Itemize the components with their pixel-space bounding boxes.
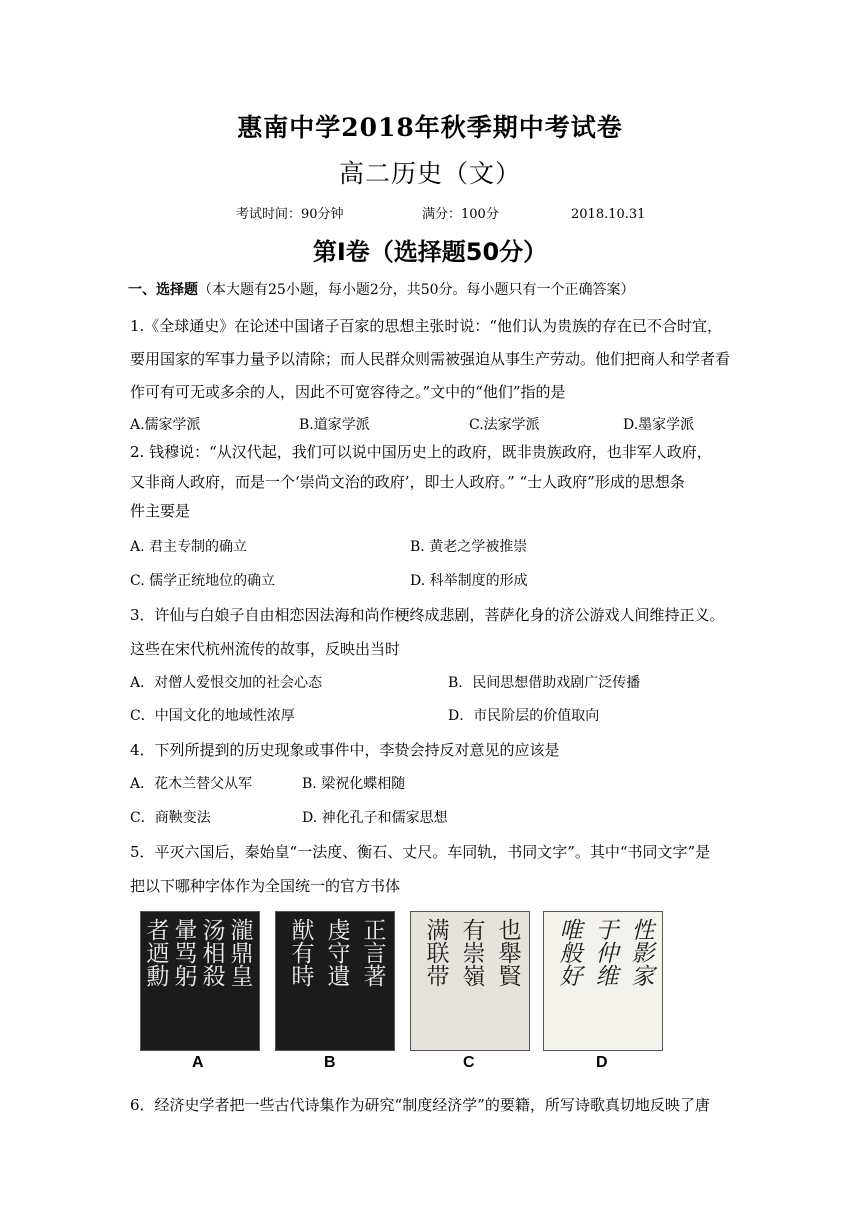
q4-option-d[interactable]: D. 神化孔子和儒家思想 <box>302 810 448 826</box>
q1-line-3: 作可有可无或多余的人，因此不可宽容待之。”文中的“他们”指的是 <box>130 383 566 401</box>
q5-option-c[interactable]: C <box>463 1054 475 1071</box>
q3-option-b[interactable]: B．民间思想借助戏剧广泛传播 <box>448 675 641 691</box>
q1-option-a[interactable]: A.儒家学派 <box>130 417 201 433</box>
q5-option-a[interactable]: A <box>192 1054 204 1071</box>
q3-line-1: 3．许仙与白娘子自由相恋因法海和尚作梗终成悲剧，菩萨化身的济公游戏人间维持正义。 <box>130 606 725 624</box>
q5-line-1: 5．平灭六国后，秦始皇“一法度、衡石、丈尺。车同轨，书同文字”。其中“书同文字”是 <box>130 843 711 861</box>
sample-b-col-2: 虔守遺 <box>323 918 350 987</box>
sample-c-col-2: 有崇嶺 <box>458 918 485 987</box>
section-title: 第Ⅰ卷（选择题50分） <box>312 238 548 266</box>
q4-option-c[interactable]: C．商鞅变法 <box>130 810 211 826</box>
q3-option-d[interactable]: D．市民阶层的价值取向 <box>448 708 600 724</box>
calligraphy-sample-b[interactable] <box>275 911 395 1051</box>
q1-line-1: 1.《全球通史》在论述中国诸子百家的思想主张时说：“他们认为贵族的存在已不合时宜， <box>130 317 722 335</box>
q4-option-a[interactable]: A．花木兰替父从军 <box>130 776 253 792</box>
q6-line-1: 6．经济史学者把一些古代诗集作为研究“制度经济学”的要籍，所写诗歌真切地反映了唐 <box>130 1096 710 1114</box>
q3-line-2: 这些在宋代杭州流传的故事，反映出当时 <box>130 640 401 658</box>
full-score: 满分：100分 <box>422 207 499 222</box>
section-intro-label: 一、选择题 <box>128 282 198 298</box>
sample-b-col-3: 猷有時 <box>287 918 314 987</box>
sample-a-col-3: 暈骂躬 <box>170 918 197 987</box>
q3-option-a[interactable]: A．对僧人爱恨交加的社会心态 <box>130 675 323 691</box>
exam-time: 考试时间：90分钟 <box>236 207 344 222</box>
calligraphy-sample-a[interactable] <box>140 911 260 1051</box>
q2-option-a[interactable]: A. 君主专制的确立 <box>130 539 248 555</box>
sample-b-col-1: 正言著 <box>359 918 386 987</box>
sample-a-col-1: 瀧鼎皇 <box>226 918 253 987</box>
q2-line-3: 件主要是 <box>130 502 191 520</box>
q1-option-b[interactable]: B.道家学派 <box>299 417 370 433</box>
q5-option-b[interactable]: B <box>324 1054 336 1071</box>
exam-date: 2018.10.31 <box>571 207 646 222</box>
section-intro <box>128 280 635 300</box>
sample-a-col-2: 汤相殺 <box>198 918 225 987</box>
q1-line-2: 要用国家的军事力量予以清除；而人民群众则需被强迫从事生产劳动。他们把商人和学者看 <box>130 350 731 368</box>
q4-line-1: 4．下列所提到的历史现象或事件中，李贽会持反对意见的应该是 <box>130 741 560 759</box>
q2-line-1: 2. 钱穆说：“从汉代起，我们可以说中国历史上的政府，既非贵族政府，也非军人政府， <box>130 443 712 461</box>
sample-c-col-3: 满联带 <box>422 918 449 987</box>
q3-option-c[interactable]: C．中国文化的地域性浓厚 <box>130 708 295 724</box>
q1-option-d[interactable]: D.墨家学派 <box>623 417 695 433</box>
q5-option-d[interactable]: D <box>596 1054 608 1071</box>
sample-d-col-2: 于仲维 <box>591 918 618 987</box>
q5-line-2: 把以下哪种字体作为全国统一的官方书体 <box>130 877 401 895</box>
sample-d-col-1: 性影家 <box>627 918 654 987</box>
q1-option-c[interactable]: C.法家学派 <box>469 417 540 433</box>
sample-d-col-3: 唯般好 <box>555 918 582 987</box>
sample-a-col-4: 者迺勳 <box>142 918 169 987</box>
calligraphy-sample-d[interactable] <box>543 911 663 1051</box>
q2-option-b[interactable]: B. 黄老之学被推崇 <box>410 539 528 555</box>
q2-option-d[interactable]: D. 科举制度的形成 <box>410 573 528 589</box>
calligraphy-sample-c[interactable] <box>410 911 530 1051</box>
q4-option-b[interactable]: B. 梁祝化蝶相随 <box>302 776 406 792</box>
q2-line-2: 又非商人政府，而是一个‘崇尚文治的政府’，即士人政府。” “士人政府”形成的思想条 <box>130 473 685 491</box>
section-intro-text: （本大题有25小题，每小题2分，共50分。每小题只有一个正确答案） <box>198 282 635 298</box>
exam-title: 惠南中学2018年秋季期中考试卷 <box>237 113 623 142</box>
sample-c-col-1: 也舉賢 <box>494 918 521 987</box>
q2-option-c[interactable]: C. 儒学正统地位的确立 <box>130 573 276 589</box>
exam-subtitle: 高二历史（文） <box>338 159 521 188</box>
